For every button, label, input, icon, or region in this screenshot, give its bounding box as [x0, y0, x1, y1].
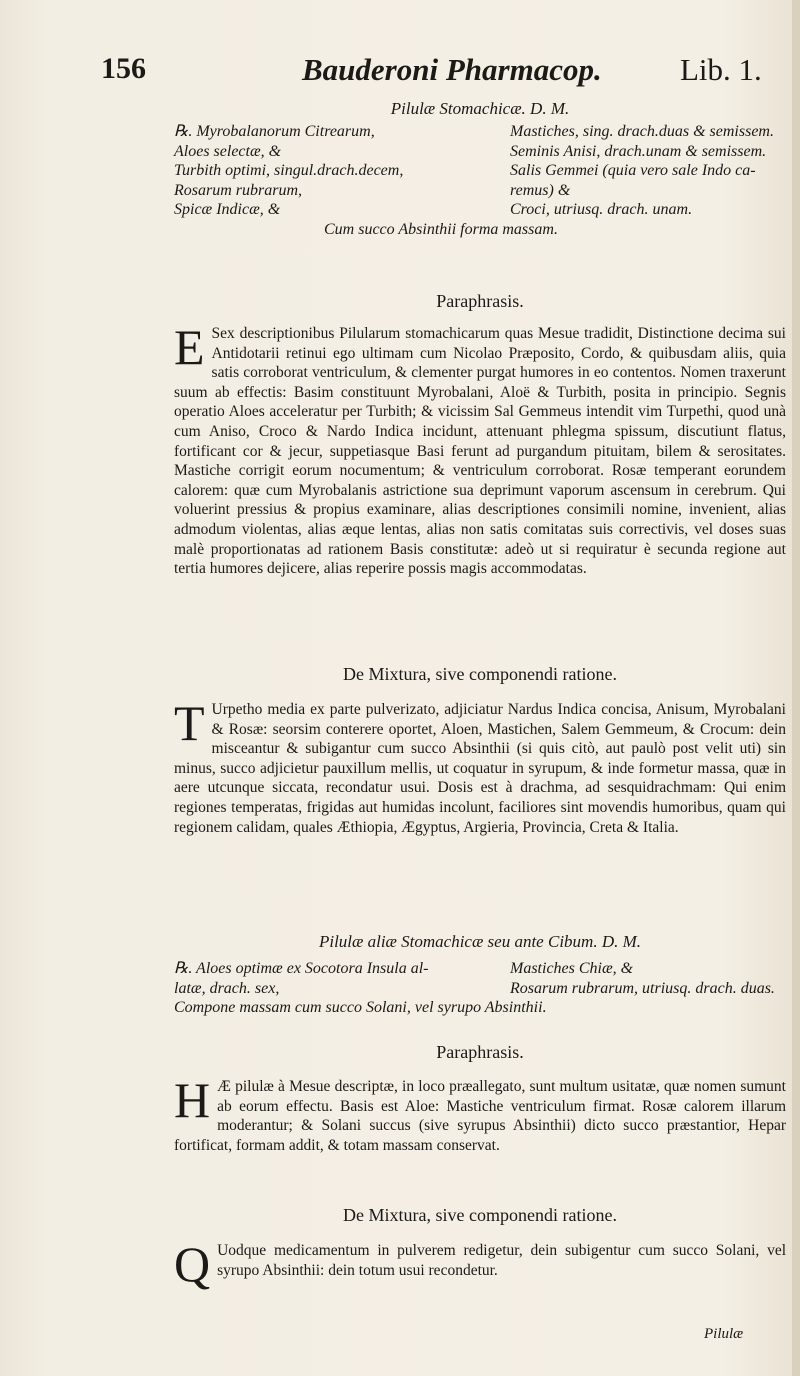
page-number: 156: [101, 52, 146, 85]
recipe-line: Turbith optimi, singul.drach.decem,: [174, 162, 404, 179]
recipe-line: Seminis Anisi, drach.unam & semissem.: [510, 142, 767, 160]
recipe-line: Croci, utriusq. drach. unam.: [510, 201, 693, 218]
drop-cap: E: [174, 319, 205, 375]
catchword: Pilulæ: [704, 1326, 744, 1342]
section2-recipe: [174, 959, 786, 1018]
section1-mixtura-heading: De Mixtura, sive componendi ratione.: [343, 664, 617, 684]
recipe-final: Cum succo Absinthii forma massam.: [324, 220, 558, 238]
recipe-line: Spicæ Indicæ, &: [174, 201, 281, 218]
paraphrase-text: Æ pilulæ à Mesue descriptæ, in loco præallegato, sunt multum usitatæ, quæ nomen sumunt ab eorum effectu. Basis est Aloe: Mastiche ventriculum firmat. Rosæ calorem illarum moderantur; & Solani succus (sive syrupus Absinthii) dicto succo præstantior, Hepar fortificat, formam addit, & totam massam conservat.: [174, 1078, 786, 1154]
recipe-line: remus) &: [510, 181, 571, 199]
paraphrase-text: Sex descriptionibus Pilularum stomachicarum quas Mesue tradidit, Distinctione decima sui Antidotarii retinui ego ultimam cum Nicolao Præposito, Cordo, & quibusdam aliis, quia satis corroborat ventriculum, & clementer purgat humores in eo contentos. Nomen traxerunt suum ab effectis: Basim constituunt Myrobalani, Aloë & Turbith, posita in principio. Segnis operatio Aloes acceleratur per Turbith; & vicissim Sal Gemmeus intendit vim Turpethi, quod unà cum Aniso, Croco & Nardo Indica incidunt, attenuant phlegma spissum, discutiunt flatus, fortificant cor & jecur, suppetiasque Basi ferunt ad purgandum pituitam, bilem & serositates. Mastiche corrigit eorum nocumentum; & ventriculum corroborat. Rosæ temperant eorundem calorem: quæ cum Myrobalanis astrictione sua deprimunt vaporum ascensum in cerebrum. Qui voluerint pressius & propius examinare, alias descriptiones consimili nomine, invenient, alias admodum violentas, alias æque lentas, alias non satis comitatas suis correctivis, vel doses suas malè proportionatas ad rationem Basis constitutæ: adeò ut si requiratur è secunda regione aut tertia humores dejicere, alias reperire possis magis accommodatas.: [174, 325, 786, 578]
section1-paraphrase: [174, 319, 786, 579]
running-header: [0, 52, 800, 102]
section2-title: Pilulæ aliæ Stomachicæ seu ante Cibum. D. M.: [318, 932, 642, 951]
recipe-line: Rosarum rubrarum, utriusq. drach. duas.: [510, 979, 775, 997]
recipe-line: Salis Gemmei (quia vero sale Indo ca-: [510, 162, 756, 179]
recipe-line: Rosarum rubrarum,: [174, 181, 303, 199]
drop-cap: Q: [174, 1236, 211, 1292]
page-edge: [792, 0, 800, 1376]
section1-mixtura: [174, 695, 786, 837]
section2-paraphrase: [174, 1072, 786, 1155]
mixtura-text: Urpetho media ex parte pulverizato, adjiciatur Nardus Indica concisa, Anisum, Myrobalani & Rosæ: seorsim conterere oportet, Aloen, Mastichen, Salem Gemmeum, & Crocum: dein misceantur & subigantur cum succo Absinthii (si quis citò, aut paulò post velit uti) sin minus, succo adjicietur pauxillum mellis, ut coquatur in syrupum, & inde formetur massa, quæ in aere utcunque siccata, recondatur usui. Dosis est à drachma, ad sesquidrachmam: Qui enim regiones temperatas, frigidas aut humidas incolunt, faciliores sint movendis humoribus, quam qui regionem calidam, quales Æthiopia, Ægyptus, Argieria, Provincia, Creta & Italia.: [174, 701, 786, 836]
section1-title: Pilulæ Stomachicæ. D. M.: [390, 99, 570, 118]
recipe-line: ℞. Myrobalanorum Citrearum,: [174, 123, 375, 140]
recipe-line: ℞. Aloes optimæ ex Socotora Insula al-: [174, 960, 429, 977]
recipe-line: Mastiches, sing. drach.duas & semissem.: [510, 123, 774, 140]
recipe-line: Mastiches Chiæ, &: [510, 960, 634, 977]
section1-paraphrase-heading: Paraphrasis.: [436, 291, 524, 311]
running-title: Bauderoni Pharmacop.: [302, 52, 602, 87]
section2-mixtura-heading: De Mixtura, sive componendi ratione.: [343, 1205, 617, 1225]
recipe-line: latæ, drach. sex,: [174, 979, 280, 997]
section2-mixtura: [174, 1236, 786, 1292]
book-reference: Lib. 1.: [680, 52, 762, 87]
recipe-final: Compone massam cum succo Solani, vel syrupo Absinthii.: [174, 999, 547, 1016]
drop-cap: T: [174, 695, 205, 751]
recipe-line: Aloes selectæ, &: [174, 142, 282, 160]
drop-cap: H: [174, 1072, 211, 1128]
section1-recipe: [174, 122, 786, 239]
section2-paraphrase-heading: Paraphrasis.: [436, 1042, 524, 1062]
mixtura-text: Uodque medicamentum in pulverem redigetur, dein subigentur cum succo Solani, vel syrupo Absinthii: dein totum usui recondetur.: [217, 1242, 786, 1279]
